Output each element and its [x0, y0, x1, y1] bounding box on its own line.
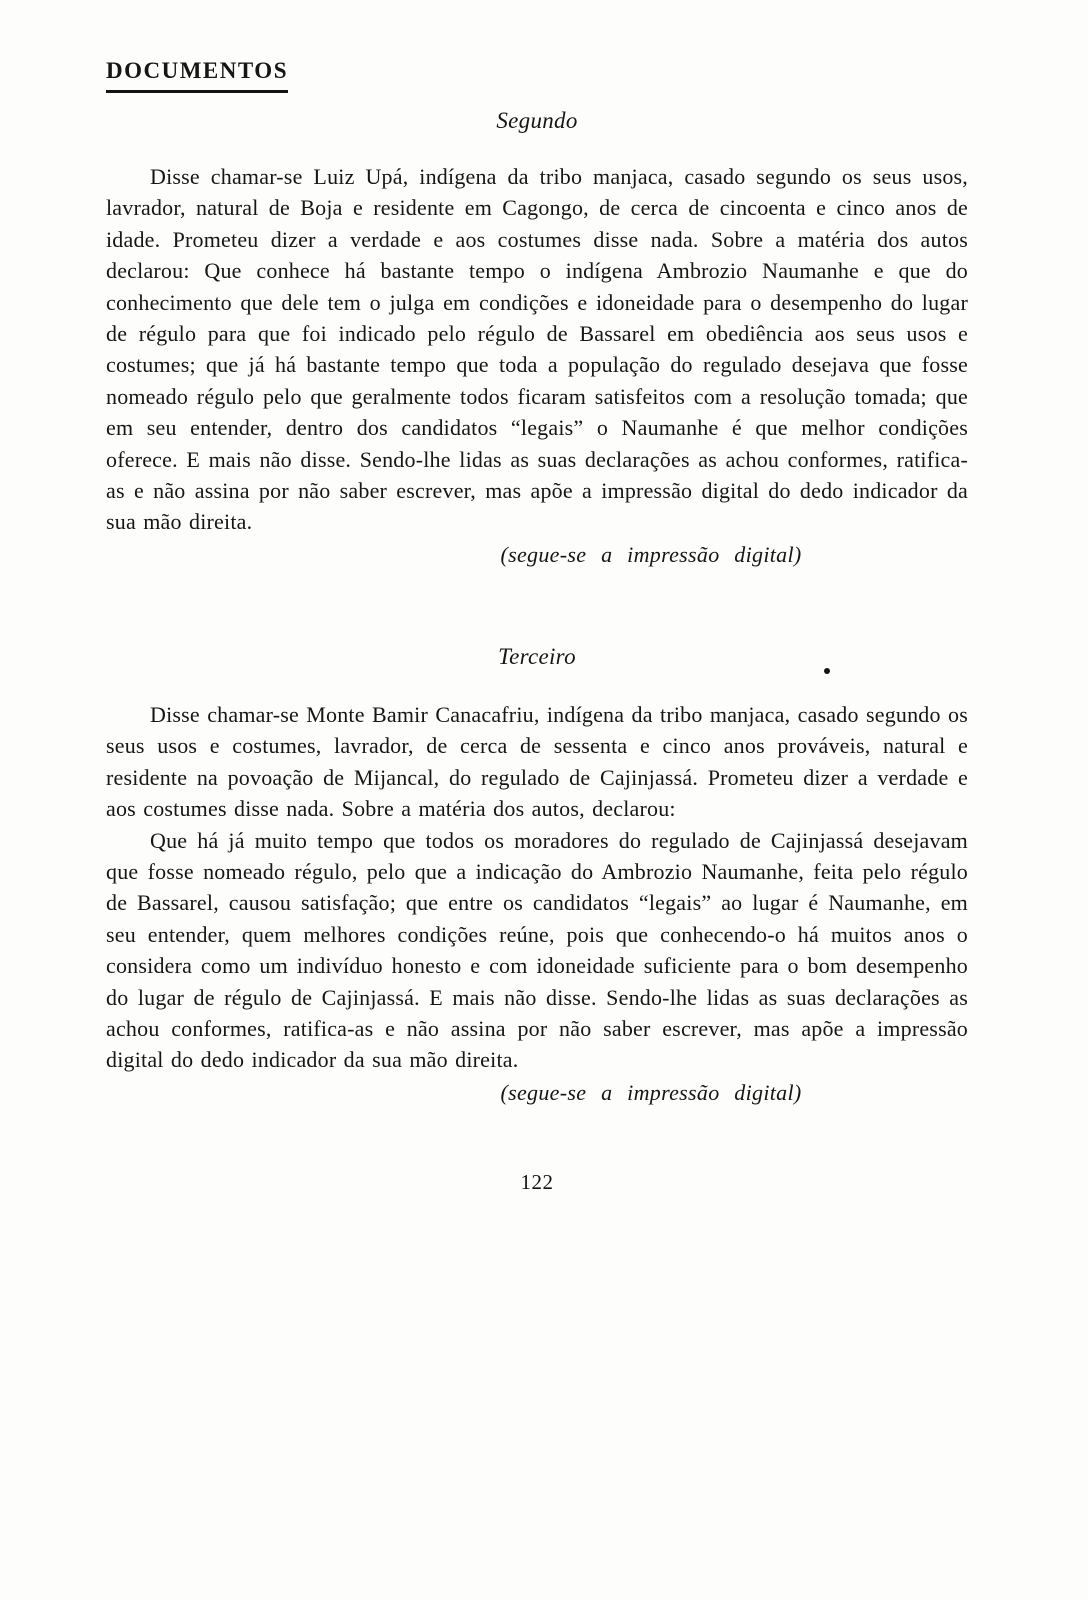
body-paragraph: Que há já muito tempo que todos os moradores do regulado de Cajinjassá desejavam que fosse nomeado régulo, pelo que a indicação do Ambrozio Naumanhe, feita pelo régulo de Bassarel, causou satisfação; que entre os candidatos “legais” ao lugar é Naumanhe, em seu entender, quem melhores condições reúne, pois que conhecendo-o há muitos anos o considera como um indivíduo honesto e com idoneidade suficiente para o bom desempenho do lugar de régulo de Cajinjassá. E mais não disse. Sendo-lhe lidas as suas declarações as achou conformes, ratifica-as e não assina por não saber escrever, mas apõe a impressão digital do dedo indicador da sua mão direita. [106, 827, 968, 1073]
section-heading-terceiro: Terceiro [498, 643, 576, 669]
section-segundo [106, 108, 968, 568]
ink-dot [824, 668, 830, 674]
body-paragraph: Disse chamar-se Monte Bamir Canacafriu, indígena da tribo manjaca, casado segundo os seus usos e costumes, lavrador, de cerca de sessenta e cinco anos prováveis, natural e residente na povoação de Mijancal, do regulado de Cajinjassá. Prometeu dizer a verdade e aos costumes disse nada. Sobre a matéria dos autos, declarou: [106, 701, 968, 822]
body-paragraph: Disse chamar-se Luiz Upá, indígena da tribo manjaca, casado segundo os seus usos, lavrador, natural de Boja e residente em Cagongo, de cerca de cincoenta e cinco anos de idade. Prometeu dizer a verdade e aos costumes disse nada. Sobre a matéria dos autos declarou: Que conhece há bastante tempo o indígena Ambrozio Naumanhe e que do conhecimento que dele tem o julga em condições e idoneidade para o desempenho do lugar de régulo para que foi indicado pelo régulo de Bassarel em obediência aos seus usos e costumes; que já há bastante tempo que toda a população do regulado desejava que fosse nomeado régulo pelo que geralmente todos ficaram satisfeitos com a resolução tomada; que em seu entender, dentro dos candidatos “legais” o Naumanhe é que melhor condições oferece. E mais não disse. Sendo-lhe lidas as suas declarações as achou conformes, ratifica-as e não assina por não saber escrever, mas apõe a impressão digital do dedo indicador da sua mão direita. [106, 164, 968, 535]
page-header: DOCUMENTOS [106, 58, 288, 93]
fingerprint-caption: (segue-se a impressão digital) [500, 1079, 802, 1105]
fingerprint-caption: (segue-se a impressão digital) [500, 541, 802, 567]
section-heading-segundo: Segundo [496, 108, 578, 133]
section-terceiro [106, 644, 968, 1106]
page-number: 122 [520, 1169, 554, 1194]
